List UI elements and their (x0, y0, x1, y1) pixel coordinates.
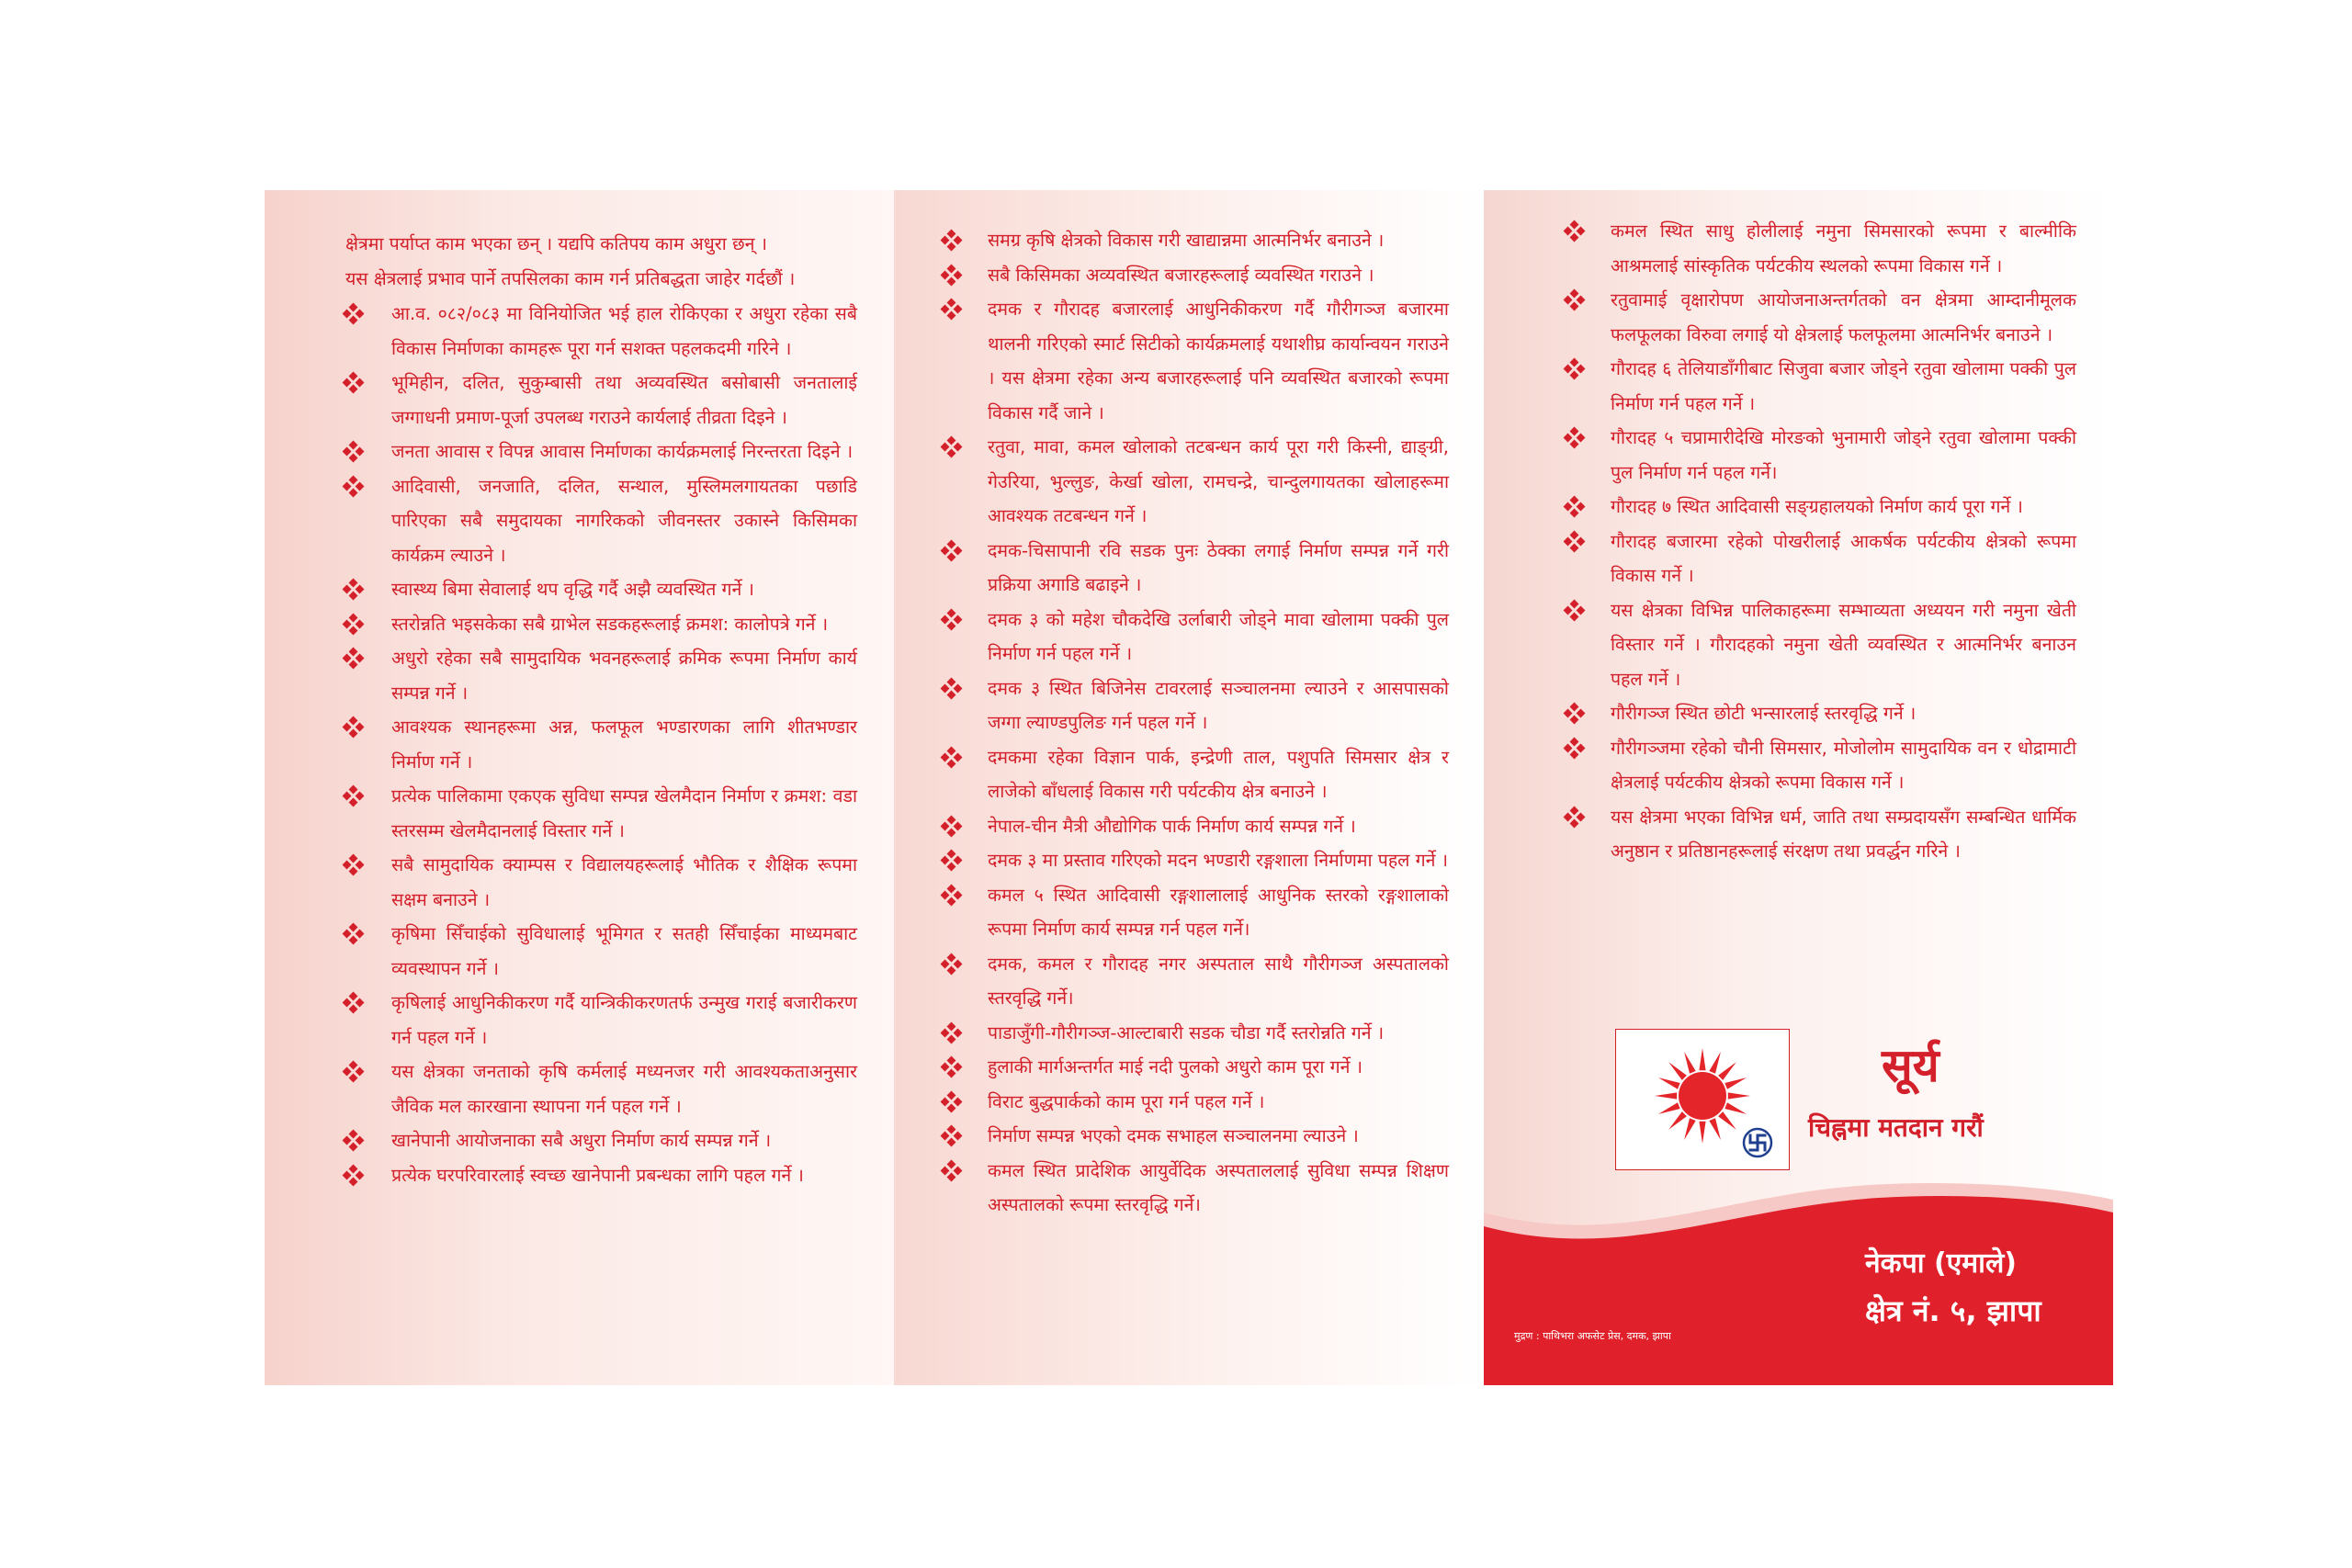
left-point-5 (345, 572, 857, 607)
diamond-bullet-icon (1565, 739, 1585, 759)
right-point-6 (1566, 525, 2076, 593)
diamond-bullet-icon (1565, 428, 1585, 448)
diamond-bullet-icon (942, 954, 962, 975)
point-text: भूमिहीन, दलित, सुकुम्बासी तथा अव्यवस्थित बसोबासी जनतालाई जग्गाधनी प्रमाण-पूर्जा उपलब्ध गराउने कार्यलाई तीव्रता दिइने । (391, 372, 857, 428)
middle-point-16 (944, 1119, 1449, 1154)
diamond-bullet-icon (1565, 532, 1585, 552)
middle-point-14 (944, 1050, 1449, 1085)
middle-point-2 (944, 258, 1449, 293)
diamond-bullet-icon (1565, 359, 1585, 379)
point-text: प्रत्येक पालिकामा एकएक सुविधा सम्पन्न खेलमैदान निर्माण र क्रमश: वडा स्तरसम्म खेलमैदानलाई विस्तार गर्ने । (391, 785, 857, 841)
middle-point-3 (944, 292, 1449, 430)
diamond-bullet-icon (344, 1131, 364, 1151)
point-text: कमल स्थित प्रादेशिक आयुर्वेदिक अस्पताललाई सुविधा सम्पन्न शिक्षण अस्पतालको रूपमा स्तरवृद्धि गर्ने। (988, 1159, 1449, 1215)
point-text: स्तरोन्नति भइसकेका सबै ग्राभेल सडकहरूलाई क्रमश: कालोपत्रे गर्ने । (391, 613, 829, 635)
point-text: आवश्यक स्थानहरूमा अन्न, फलफूल भण्डारणका लागि शीतभण्डार निर्माण गर्ने । (391, 716, 857, 773)
middle-point-8 (944, 740, 1449, 809)
diamond-bullet-icon (942, 610, 962, 630)
sun-symbol-box (1615, 1029, 1790, 1170)
right-point-9 (1566, 731, 2076, 800)
diamond-bullet-icon (344, 993, 364, 1013)
middle-point-11 (944, 878, 1449, 947)
vote-slogan: चिह्नमा मतदान गरौं (1808, 1112, 1984, 1143)
diamond-bullet-icon (942, 817, 962, 837)
point-text: दमक ३ मा प्रस्ताव गरिएको मदन भण्डारी रङ्गशाला निर्माणमा पहल गर्ने । (988, 850, 1448, 871)
diamond-bullet-icon (344, 717, 364, 738)
point-text: हुलाकी मार्गअन्तर्गत माई नदी पुलको अधुरो काम पूरा गर्ने । (988, 1056, 1363, 1077)
diamond-bullet-icon (1565, 497, 1585, 517)
point-text: यस क्षेत्रका विभिन्न पालिकाहरूमा सम्भाव्यता अध्ययन गरी नमुना खेती विस्तार गर्ने । गौरादहको नमुना खेती व्यवस्थित र आत्मनिर्भर बनाउन पहल गर्ने । (1611, 599, 2076, 690)
red-footer-band (1484, 1176, 2113, 1385)
diamond-bullet-icon (344, 649, 364, 669)
left-panel (265, 190, 894, 1385)
brand-symbol-name: सूर्य (1882, 1038, 1939, 1092)
intro-line-1: क्षेत्रमा पर्याप्त काम भएका छन् । यद्यपि कतिपय काम अधुरा छन् । (345, 233, 768, 254)
diamond-bullet-icon (344, 855, 364, 875)
point-text: गौरादह ७ स्थित आदिवासी सङ्ग्रहालयको निर्माण कार्य पूरा गर्ने । (1611, 496, 2023, 517)
left-point-1 (345, 297, 857, 366)
middle-point-15 (944, 1085, 1449, 1120)
point-text: अधुरो रहेका सबै सामुदायिक भवनहरूलाई क्रमिक रूपमा निर्माण कार्य सम्पन्न गर्ने । (391, 648, 857, 704)
point-text: रतुवा, मावा, कमल खोलाको तटबन्धन कार्य पूरा गरी किस्नी, द्याङ्ग्री, गेउरिया, भुल्लुङ, केर्खा खोला, रामचन्द्रे, चान्दुलगायतका खोलाहरूमा आवश्यक तटबन्धन गर्ने । (988, 436, 1449, 526)
left-point-3 (345, 434, 857, 469)
point-text: यस क्षेत्रमा भएका विभिन्न धर्म, जाति तथा सम्प्रदायसँग सम्बन्धित धार्मिक अनुष्ठान र प्रतिष्ठानहरूलाई संरक्षण तथा प्रवर्द्धन गरिने । (1611, 806, 2076, 862)
left-point-12 (345, 986, 857, 1055)
print-credit: मुद्रण : पाथिभरा अफसेट प्रेस, दमक, झापा (1514, 1330, 1671, 1342)
diamond-bullet-icon (942, 231, 962, 251)
point-text: सबै सामुदायिक क्याम्पस र विद्यालयहरूलाई भौतिक र शैक्षिक रूपमा सक्षम बनाउने । (391, 854, 857, 910)
diamond-bullet-icon (942, 1092, 962, 1112)
diamond-bullet-icon (942, 748, 962, 768)
point-text: कमल स्थित साधु होलीलाई नमुना सिमसारको रूपमा र बाल्मीकि आश्रमलाई सांस्कृतिक पर्यटकीय स्थलको रूपमा विकास गर्ने । (1611, 220, 2076, 276)
point-text: कमल ५ स्थित आदिवासी रङ्गशालालाई आधुनिक स्तरको रङ्गशालाको रूपमा निर्माण कार्य सम्पन्न गर्न पहल गर्ने। (988, 884, 1449, 940)
point-text: गौरीगञ्ज स्थित छोटी भन्सारलाई स्तरवृद्धि गर्ने । (1611, 703, 1917, 724)
point-text: जनता आवास र विपन्न आवास निर्माणका कार्यक्रमलाई निरन्तरता दिइने । (391, 441, 854, 462)
point-text: कृषिमा सिँचाईको सुविधालाई भूमिगत र सतही सिँचाईका माध्यमबाट व्यवस्थापन गर्ने । (391, 923, 857, 979)
diamond-bullet-icon (344, 373, 364, 393)
diamond-bullet-icon (1565, 290, 1585, 310)
middle-point-12 (944, 947, 1449, 1016)
point-text: दमक र गौरादह बजारलाई आधुनिकीकरण गर्दै गौरीगञ्ज बजारमा थालनी गरिएको स्मार्ट सिटीको कार्यक्रमलाई यथाशीघ्र कार्यान्वयन गराउने । यस क्षेत्रमा रहेका अन्य बजारहरूलाई पनि व्यवस्थित बजारको रूपमा विकास गर्दै जाने । (988, 299, 1449, 423)
point-text: पाडाजुँगी-गौरीगञ्ज-आल्टाबारी सडक चौडा गर्दै स्तरोन्नति गर्ने । (988, 1021, 1385, 1043)
diamond-bullet-icon (1565, 807, 1585, 828)
right-point-5 (1566, 490, 2076, 525)
point-text: गौरीगञ्जमा रहेको चौनी सिमसार, मोजोलोम सामुदायिक वन र धोद्रामाटी क्षेत्रलाई पर्यटकीय क्षेत्रको रूपमा विकास गर्ने । (1611, 737, 2076, 793)
left-point-13 (345, 1055, 857, 1123)
point-text: विराट बुद्धपार्कको काम पूरा गर्न पहल गर्ने । (988, 1090, 1265, 1112)
intro-line-2: यस क्षेत्रलाई प्रभाव पार्ने तपसिलका काम गर्न प्रतिबद्धता जाहेर गर्दछौं । (345, 268, 796, 289)
middle-point-4 (944, 430, 1449, 534)
point-text: समग्र कृषि क्षेत्रको विकास गरी खाद्यान्नमा आत्मनिर्भर बनाउने । (988, 230, 1385, 251)
middle-point-6 (944, 603, 1449, 671)
left-point-14 (345, 1123, 857, 1158)
point-text: गौरादह ६ तेलियाडाँगीबाट सिजुवा बजार जोड्ने रतुवा खोलामा पक्की पुल निर्माण गर्न पहल गर्ने । (1611, 358, 2076, 414)
diamond-bullet-icon (344, 924, 364, 944)
left-point-15 (345, 1158, 857, 1193)
point-text: निर्माण सम्पन्न भएको दमक सभाहल सञ्चालनमा ल्याउने । (988, 1125, 1359, 1146)
diamond-bullet-icon (942, 851, 962, 871)
diamond-bullet-icon (344, 615, 364, 635)
right-point-2 (1566, 283, 2076, 352)
right-point-10 (1566, 800, 2076, 869)
left-point-8 (345, 710, 857, 779)
point-text: आदिवासी, जनजाति, दलित, सन्थाल, मुस्लिमलगायतका पछाडि पारिएका सबै समुदायका नागरिकको जीवनस्तर उकास्ने किसिमका कार्यक्रम ल्याउने । (391, 475, 857, 566)
diamond-bullet-icon (344, 442, 364, 462)
right-point-7 (1566, 593, 2076, 697)
point-text: सबै किसिमका अव्यवस्थित बजारहरूलाई व्यवस्थित गराउने । (988, 264, 1374, 286)
middle-points-list (944, 223, 1449, 1223)
right-point-8 (1566, 696, 2076, 731)
left-point-7 (345, 641, 857, 710)
constituency-label: क्षेत्र नं. ५, झापा (1865, 1293, 2041, 1328)
diamond-bullet-icon (942, 1057, 962, 1077)
diamond-bullet-icon (344, 1062, 364, 1082)
middle-panel (894, 190, 1484, 1385)
point-text: यस क्षेत्रका जनताको कृषि कर्मलाई मध्यनजर गरी आवश्यकताअनुसार जैविक मल कारखाना स्थापना गर्न पहल गर्ने । (391, 1061, 857, 1117)
party-name: नेकपा (एमाले) (1865, 1247, 2018, 1280)
diamond-bullet-icon (344, 786, 364, 807)
left-point-2 (345, 366, 857, 434)
middle-point-1 (944, 223, 1449, 258)
point-text: दमक ३ स्थित बिजिनेस टावरलाई सञ्चालनमा ल्याउने र आसपासको जग्गा ल्याण्डपुलिङ गर्न पहल गर्ने । (988, 677, 1449, 733)
point-text: गौरादह बजारमा रहेको पोखरीलाई आकर्षक पर्यटकीय क्षेत्रको रूपमा विकास गर्ने । (1611, 530, 2076, 586)
diamond-bullet-icon (1565, 221, 1585, 242)
diamond-bullet-icon (942, 1161, 962, 1181)
diamond-bullet-icon (942, 1126, 962, 1146)
point-text: दमकमा रहेका विज्ञान पार्क, इन्द्रेणी ताल, पशुपति सिमसार क्षेत्र र लाजेको बाँधलाई विकास गरी पर्यटकीय क्षेत्र बनाउने । (988, 746, 1449, 802)
point-text: दमक, कमल र गौरादह नगर अस्पताल साथै गौरीगञ्ज अस्पतालको स्तरवृद्धि गर्ने। (988, 953, 1449, 1009)
left-point-4 (345, 469, 857, 573)
right-point-3 (1566, 352, 2076, 421)
left-point-10 (345, 848, 857, 917)
swastika-icon (1744, 1129, 1771, 1156)
middle-point-5 (944, 534, 1449, 603)
point-text: कृषिलाई आधुनिकीकरण गर्दै यान्त्रिकीकरणतर्फ उन्मुख गराई बजारीकरण गर्न पहल गर्ने । (391, 992, 857, 1048)
middle-point-10 (944, 843, 1449, 878)
diamond-bullet-icon (344, 580, 364, 600)
diamond-bullet-icon (1565, 601, 1585, 621)
middle-point-17 (944, 1154, 1449, 1223)
diamond-bullet-icon (344, 1166, 364, 1186)
right-points-list (1566, 214, 2076, 869)
point-text: स्वास्थ्य बिमा सेवालाई थप वृद्धि गर्दै अझै व्यवस्थित गर्ने । (391, 579, 754, 600)
diamond-bullet-icon (942, 541, 962, 561)
point-text: आ.व. ०८२/०८३ मा विनियोजित भई हाल रोकिएका र अधुरा रहेका सबै विकास निर्माणका कामहरू पूरा गर्न सशक्त पहलकदमी गरिने । (391, 303, 857, 359)
point-text: गौरादह ५ चप्रामारीदेखि मोरङको भुनामारी जोड्ने रतुवा खोलामा पक्की पुल निर्माण गर्न पहल गर्ने। (1611, 427, 2076, 483)
point-text: दमक ३ को महेश चौकदेखि उर्लाबारी जोड्ने मावा खोलामा पक्की पुल निर्माण गर्न पहल गर्ने । (988, 608, 1449, 664)
diamond-bullet-icon (942, 679, 962, 699)
middle-point-13 (944, 1016, 1449, 1051)
diamond-bullet-icon (942, 1023, 962, 1043)
diamond-bullet-icon (344, 477, 364, 497)
right-point-1 (1566, 214, 2076, 283)
left-point-11 (345, 917, 857, 986)
diamond-bullet-icon (1565, 704, 1585, 724)
middle-point-9 (944, 809, 1449, 844)
diamond-bullet-icon (942, 265, 962, 286)
point-text: रतुवामाई वृक्षारोपण आयोजनाअन्तर्गतको वन क्षेत्रमा आम्दानीमूलक फलफूलका विरुवा लगाई यो क्षेत्रलाई फलफूलमा आत्मनिर्भर बनाउने । (1611, 289, 2076, 345)
point-text: प्रत्येक घरपरिवारलाई स्वच्छ खानेपानी प्रबन्धका लागि पहल गर्ने । (391, 1164, 804, 1186)
diamond-bullet-icon (942, 886, 962, 906)
left-point-9 (345, 779, 857, 848)
point-text: खानेपानी आयोजनाका सबै अधुरा निर्माण कार्य सम्पन्न गर्ने । (391, 1130, 772, 1151)
point-text: दमक-चिसापानी रवि सडक पुनः ठेक्का लगाई निर्माण सम्पन्न गर्ने गरी प्रक्रिया अगाडि बढाइने । (988, 539, 1449, 595)
middle-point-7 (944, 671, 1449, 740)
diamond-bullet-icon (942, 437, 962, 457)
sun-symbol-icon (1616, 1030, 1789, 1169)
diamond-bullet-icon (344, 304, 364, 324)
left-points-list (345, 297, 857, 1192)
left-point-6 (345, 607, 857, 642)
right-point-4 (1566, 421, 2076, 490)
diamond-bullet-icon (942, 299, 962, 320)
point-text: नेपाल-चीन मैत्री औद्योगिक पार्क निर्माण कार्य सम्पन्न गर्ने । (988, 815, 1356, 837)
